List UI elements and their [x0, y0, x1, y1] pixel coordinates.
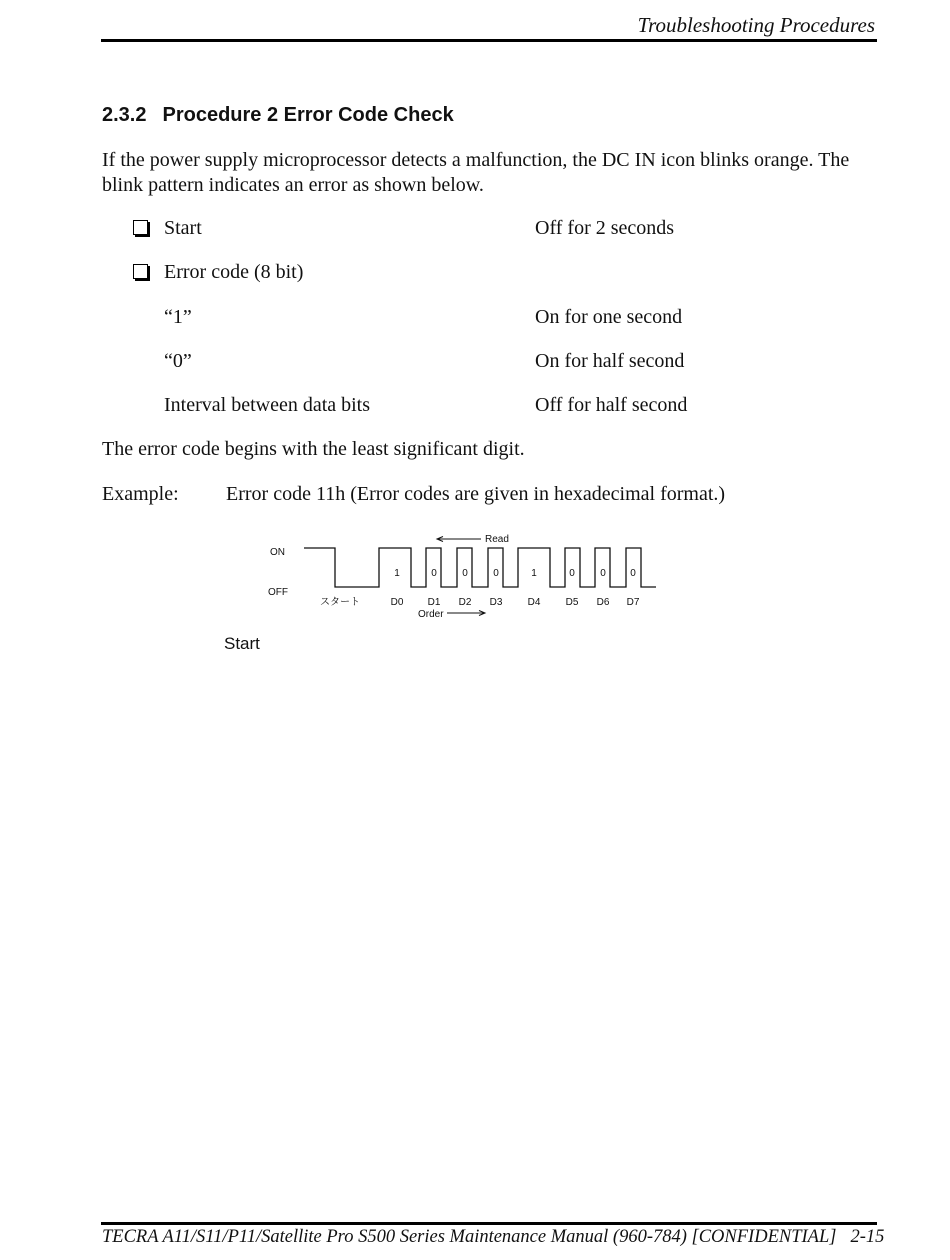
bit-value: 0	[600, 568, 606, 579]
page-number: 2-15	[850, 1227, 885, 1247]
example-text: Error code 11h (Error codes are given in hexadecimal format.)	[226, 483, 726, 505]
bit-name: D7	[626, 597, 640, 608]
footer-rule	[101, 1222, 877, 1225]
bit-value: 0	[630, 568, 636, 579]
bit-value: 0	[431, 568, 437, 579]
bit-name: D6	[596, 597, 610, 608]
interval-label: Interval between data bits	[164, 394, 371, 416]
bit-name: D3	[489, 597, 503, 608]
bit-value: 0	[569, 568, 575, 579]
bit-name: D0	[390, 597, 404, 608]
bit-zero-label: “0”	[164, 350, 192, 372]
start-value: Off for 2 seconds	[535, 217, 675, 239]
bit-name: D2	[458, 597, 472, 608]
error-code-label: Error code (8 bit)	[164, 261, 304, 283]
bit-value: 0	[493, 568, 499, 579]
header-rule	[101, 39, 877, 42]
diagram-caption: Start	[224, 634, 260, 653]
section-number: 2.3.2	[102, 104, 147, 126]
bit-name: D5	[565, 597, 579, 608]
order-label: Order	[418, 609, 444, 620]
page-footer	[102, 1227, 884, 1248]
intro-paragraph: If the power supply microprocessor detects a malfunction, the DC IN icon blinks orange. The blink pattern indicates an error as shown below.	[102, 149, 850, 196]
blink-timing-diagram	[260, 527, 670, 627]
interval-value: Off for half second	[535, 394, 688, 416]
page-header-title: Troubleshooting Procedures	[637, 13, 875, 37]
bit-value: 0	[462, 568, 468, 579]
bit-name: D1	[427, 597, 441, 608]
checkbox-bullet-icon	[133, 264, 148, 279]
on-level-label: ON	[270, 547, 285, 558]
bit-name: D4	[527, 597, 541, 608]
example-label: Example:	[102, 483, 179, 505]
bit-zero-value: On for half second	[535, 350, 685, 372]
lsb-note: The error code begins with the least significant digit.	[102, 438, 525, 460]
bit-value: 1	[394, 568, 400, 579]
section-heading	[102, 104, 454, 127]
start-label: Start	[164, 217, 202, 239]
section-title: Procedure 2 Error Code Check	[162, 104, 454, 126]
order-arrow-icon	[447, 611, 485, 616]
off-level-label: OFF	[268, 587, 288, 598]
start-bit-label: スタート	[320, 597, 360, 608]
checkbox-bullet-icon	[133, 220, 148, 235]
bit-one-value: On for one second	[535, 306, 683, 328]
read-arrow-icon	[437, 537, 481, 542]
read-label: Read	[485, 534, 509, 545]
bit-one-label: “1”	[164, 306, 192, 328]
bit-value: 1	[531, 568, 537, 579]
footer-manual-title: TECRA A11/S11/P11/Satellite Pro S500 Series Maintenance Manual (960-784) [CONFIDENTIAL]	[102, 1227, 837, 1247]
